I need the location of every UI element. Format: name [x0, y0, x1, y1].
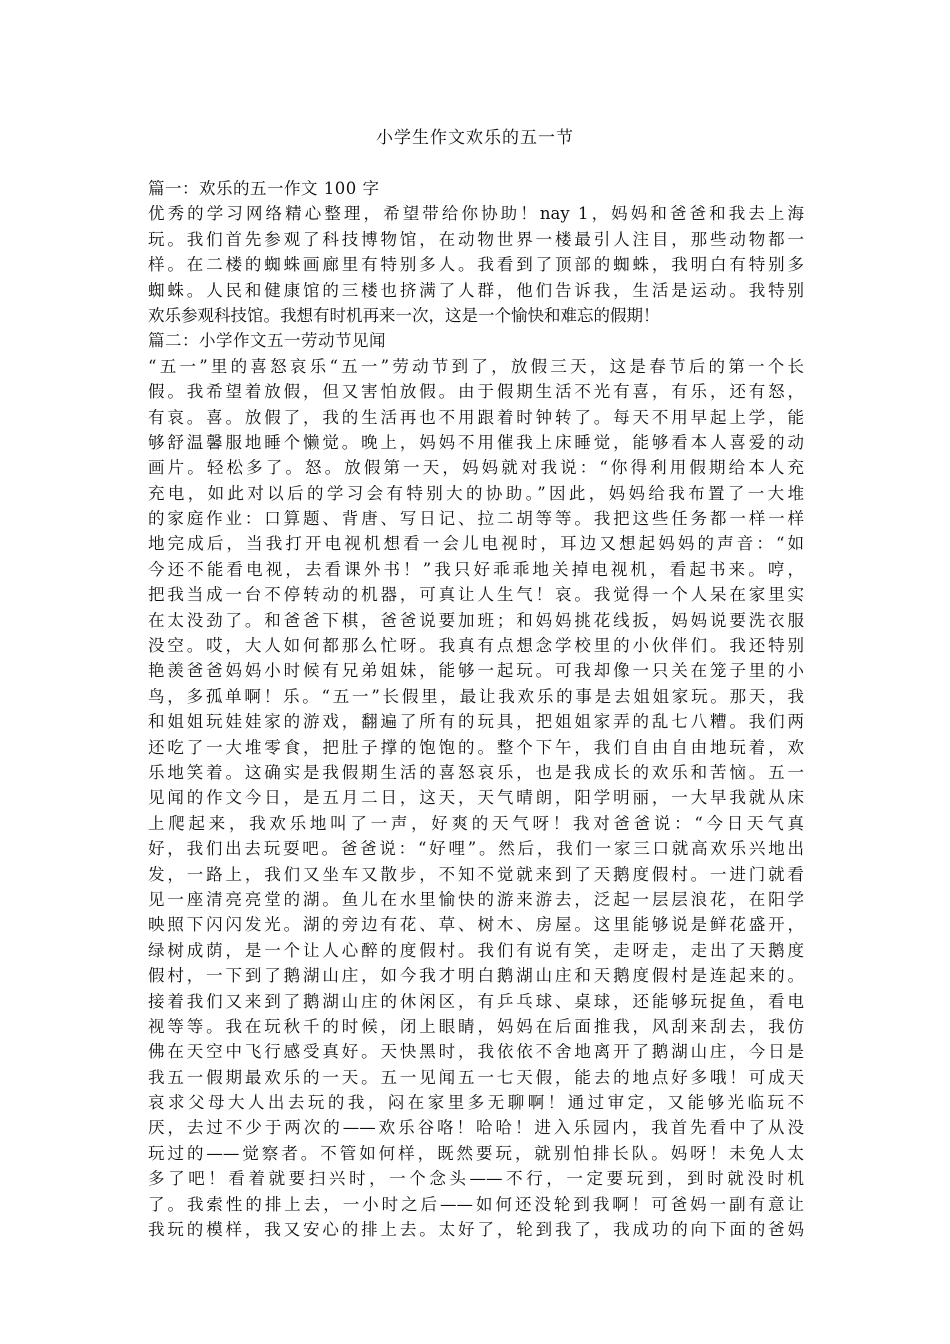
- paragraph-line: 充电，如此对以后的学习会有特别大的协助。”因此，妈妈给我布置了一大堆: [148, 483, 804, 503]
- paragraph-line: 玩。我们首先参观了科技博物馆，在动物世界一楼最引人注目，那些动物都一: [148, 229, 804, 249]
- paragraph-line: 假村，一下到了鹅湖山庄，如今我才明白鹅湖山庄和天鹅度假村是连起来的。: [148, 966, 804, 986]
- section-heading: 篇二：小学作文五一劳动节见闻: [148, 331, 386, 351]
- paragraph-line: 欢乐参观科技馆。我想有时机再来一次，这是一个愉快和难忘的假期！: [148, 305, 660, 325]
- paragraph-line: 绿树成荫，是一个让人心醉的度假村。我们有说有笑，走呀走，走出了天鹅度: [148, 940, 804, 960]
- paragraph-line: 我玩的模样，我又安心的排上去。太好了，轮到我了，我成功的向下面的爸妈: [148, 1220, 804, 1240]
- paragraph-line: 优秀的学习网络精心整理，希望带给你协助！nay 1，妈妈和爸爸和我去上海: [148, 204, 804, 224]
- paragraph-line: 够舒温馨服地睡个懒觉。晚上，妈妈不用催我上床睡觉，能够看本人喜爱的动: [148, 432, 804, 452]
- paragraph-line: 艳羡爸爸妈妈小时候有兄弟姐妹，能够一起玩。可我却像一只关在笼子里的小: [148, 661, 804, 681]
- paragraph-line: 我五一假期最欢乐的一天。五一见闻五一七天假，能去的地点好多哦！可成天: [148, 1067, 804, 1087]
- paragraph-line: 见闻的作文今日，是五月二日，这天，天气晴朗，阳学明丽，一大早我就从床: [148, 788, 804, 808]
- paragraph-line: 哀求父母大人出去玩的我，闷在家里多无聊啊！通过审定，又能够光临玩不: [148, 1093, 804, 1113]
- document-title: 小学生作文欢乐的五一节: [376, 128, 574, 148]
- paragraph-line: 多了吧！看着就要扫兴时，一个念头——不行，一定要玩到，到时就没时机: [148, 1169, 804, 1189]
- paragraph-line: 还吃了一大堆零食，把肚子撑的饱饱的。整个下午，我们自由自由地玩着，欢: [148, 737, 804, 757]
- paragraph-line: 佛在天空中飞行感受真好。天快黑时，我依依不舍地离开了鹅湖山庄，今日是: [148, 1042, 804, 1062]
- paragraph-line: 好，我们出去玩耍吧。爸爸说：“好哩”。然后，我们一家三口就高欢乐兴地出: [148, 839, 804, 859]
- paragraph-line: 把我当成一台不停转动的机器，可真让人生气！哀。我觉得一个人呆在家里实: [148, 585, 804, 605]
- paragraph-line: 地完成后，当我打开电视机想看一会儿电视时，耳边又想起妈妈的声音：“如: [148, 534, 804, 554]
- paragraph-line: “五一”里的喜怒哀乐“五一”劳动节到了，放假三天，这是春节后的第一个长: [148, 356, 804, 376]
- paragraph-line: 上爬起来，我欢乐地叫了一声，好爽的天气呀！我对爸爸说：“今日天气真: [148, 813, 804, 833]
- paragraph-line: 假。我希望着放假，但又害怕放假。由于假期生活不光有喜，有乐，还有怒，: [148, 382, 804, 402]
- paragraph-line: 画片。轻松多了。怒。放假第一天，妈妈就对我说：“你得利用假期给本人充: [148, 458, 804, 478]
- document-body: [148, 176, 804, 1242]
- paragraph-line: 的家庭作业：口算题、背唐、写日记、拉二胡等等。我把这些任务都一样一样: [148, 509, 804, 529]
- paragraph-line: 样。在二楼的蜘蛛画廊里有特别多人。我看到了顶部的蜘蛛，我明白有特别多: [148, 255, 804, 275]
- paragraph-line: 接着我们又来到了鹅湖山庄的休闲区，有乒乓球、桌球，还能够玩捉鱼，看电: [148, 991, 804, 1011]
- section-heading: 篇一：欢乐的五一作文 100 字: [148, 179, 380, 198]
- paragraph-line: 乐地笑着。这确实是我假期生活的喜怒哀乐，也是我成长的欢乐和苦恼。五一: [148, 762, 804, 782]
- paragraph-line: 发，一路上，我们又坐车又散步，不知不觉就来到了天鹅度假村。一进门就看: [148, 864, 804, 884]
- paragraph-line: 和姐姐玩娃娃家的游戏，翻遍了所有的玩具，把姐姐家弄的乱七八糟。我们两: [148, 712, 804, 732]
- paragraph-line: 映照下闪闪发光。湖的旁边有花、草、树木、房屋。这里能够说是鲜花盛开，: [148, 915, 804, 935]
- paragraph-line: 蜘蛛。人民和健康馆的三楼也挤满了人群，他们告诉我，生活是运动。我特别: [148, 280, 804, 300]
- paragraph-line: 今还不能看电视，去看课外书！”我只好乖乖地关掉电视机，看起书来。哼，: [148, 559, 804, 579]
- paragraph-line: 玩过的——觉察者。不管如何样，既然要玩，就别怕排长队。妈呀！未免人太: [148, 1143, 804, 1163]
- paragraph-line: 有哀。喜。放假了，我的生活再也不用跟着时钟转了。每天不用早起上学，能: [148, 407, 804, 427]
- paragraph-line: 厌，去过不少于两次的——欢乐谷咯！哈哈！进入乐园内，我首先看中了从没: [148, 1118, 804, 1138]
- paragraph-line: 没空。哎，大人如何都那么忙呀。我真有点想念学校里的小伙伴们。我还特别: [148, 636, 804, 656]
- paragraph-line: 视等等。我在玩秋千的时候，闭上眼睛，妈妈在后面推我，风刮来刮去，我仿: [148, 1016, 804, 1036]
- paragraph-line: 了。我索性的排上去，一小时之后——如何还没轮到我啊！可爸妈一副有意让: [148, 1194, 804, 1214]
- paragraph-line: 见一座清亮亮堂的湖。鱼儿在水里愉快的游来游去，泛起一层层浪花，在阳学: [148, 889, 804, 909]
- paragraph-line: 在太没劲了。和爸爸下棋，爸爸说要加班；和妈妈挑花线扳，妈妈说要洗衣服: [148, 610, 804, 630]
- paragraph-line: 鸟，多孤单啊！乐。“五一”长假里，最让我欢乐的事是去姐姐家玩。那天，我: [148, 686, 804, 706]
